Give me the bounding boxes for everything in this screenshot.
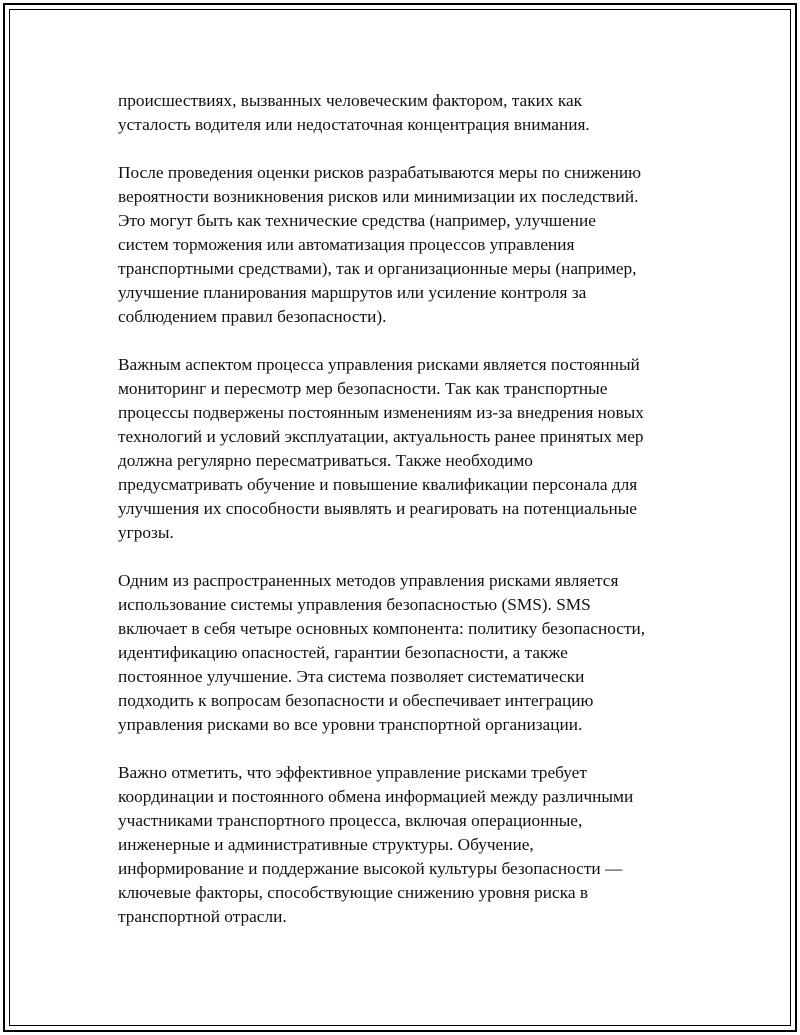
paragraph-3: Важным аспектом процесса управления рисками является постоянный мониторинг и пересмотр мер безопасности. Так как транспортные процессы подвержены постоянным изменениям из-за внедрения новых технологий и условий эксплуатации, актуальность ранее принятых мер должна регулярно пересматриваться. Также необходимо предусматривать обучение и повышение квалификации персонала для улучшения их способности выявлять и реагировать на потенциальные угрозы. xyxy=(118,355,644,542)
paragraph-1: происшествиях, вызванных человеческим фактором, таких как усталость водителя или недостаточная концентрация внимания. xyxy=(118,91,590,134)
document-body xyxy=(118,89,690,929)
paragraph-2: После проведения оценки рисков разрабатываются меры по снижению вероятности возникновения рисков или минимизации их последствий. Это могут быть как технические средства (например, улучшение систем торможения или автоматизация процессов управления транспортными средствами), так и организационные меры (например, улучшение планирования маршрутов или усиление контроля за соблюдением правил безопасности). xyxy=(118,163,642,326)
paragraph-5: Важно отметить, что эффективное управление рисками требует координации и постоянного обмена информацией между различными участниками транспортного процесса, включая операционные, инженерные и административные структуры. Обучение, информирование и поддержание высокой культуры безопасности — ключевые факторы, способствующие снижению уровня риска в транспортной отрасли. xyxy=(118,763,634,926)
paragraph-4: Одним из распространенных методов управления рисками является использование системы управления безопасностью (SMS). SMS включает в себя четыре основных компонента: политику безопасности, идентификацию опасностей, гарантии безопасности, а также постоянное улучшение. Эта система позволяет систематически подходить к вопросам безопасности и обеспечивает интеграцию управления рисками во все уровни транспортной организации. xyxy=(118,571,646,734)
